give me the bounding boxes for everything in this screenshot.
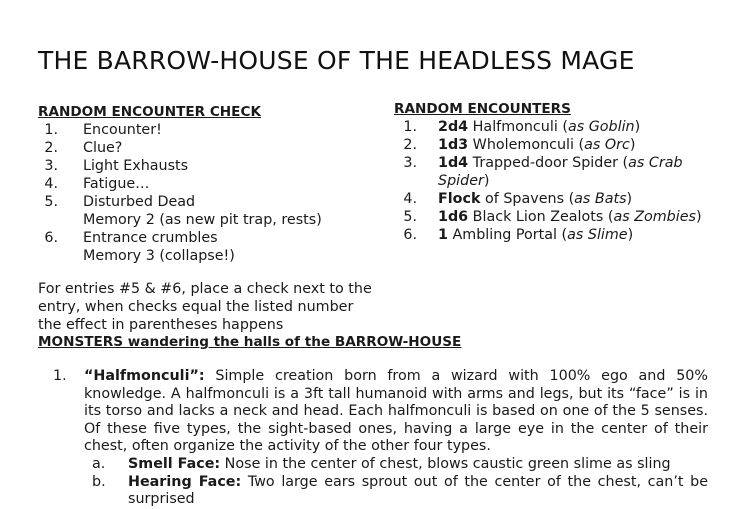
- encounter-name: Halfmonculi (: [468, 119, 568, 135]
- list-number: 5.: [44, 194, 58, 210]
- encounter-dice: 1d4: [438, 155, 469, 171]
- list-item: [394, 118, 714, 136]
- list-number: 6.: [403, 227, 417, 243]
- list-text: Light Exhausts: [83, 158, 189, 174]
- encounter-dice: Flock: [438, 191, 481, 207]
- monster-name: “Halfmonculi”:: [84, 368, 205, 384]
- list-item: [394, 190, 714, 208]
- monsters-section: [38, 368, 708, 509]
- subitem-text: Two large ears sprout out of the center of the chest, can’t be surprised: [128, 473, 708, 508]
- list-number: 3.: [44, 158, 58, 174]
- list-text: Disturbed Dead: [83, 194, 196, 210]
- subitem-name: Hearing Face:: [128, 473, 242, 490]
- list-extra-text: Memory 3 (collapse!): [83, 248, 235, 264]
- list-item: [38, 193, 378, 229]
- encounter-check-section: [38, 103, 378, 265]
- encounter-dice: 2d4: [438, 119, 469, 135]
- encounter-close: ): [634, 119, 641, 135]
- encounter-check-note: For entries #5 & #6, place a check next to the entry, when checks equal the listed number the effect in parentheses happens: [38, 281, 372, 333]
- list-item: [38, 139, 378, 157]
- list-item: [394, 208, 714, 226]
- encounter-as: as Bats: [574, 191, 627, 207]
- random-encounters-list: [394, 118, 714, 244]
- random-encounters-heading: RANDOM ENCOUNTERS: [394, 101, 571, 117]
- encounter-dice: 1: [438, 227, 448, 243]
- encounter-close: ): [629, 137, 636, 153]
- list-number: 4.: [44, 176, 58, 192]
- encounter-name: Wholemonculi (: [468, 137, 585, 153]
- list-number: 5.: [403, 209, 417, 225]
- monster-subitem: [38, 474, 708, 509]
- encounter-check-heading: RANDOM ENCOUNTER CHECK: [38, 104, 261, 120]
- encounter-close: ): [627, 227, 634, 243]
- monster-subitem: [38, 456, 708, 474]
- page-title: THE BARROW-HOUSE OF THE HEADLESS MAGE: [38, 46, 635, 75]
- encounter-close: ): [626, 191, 633, 207]
- list-item: [38, 175, 378, 193]
- encounter-close: ): [483, 173, 490, 189]
- encounter-as: as Zombies: [613, 209, 696, 225]
- encounter-dice: 1d6: [438, 209, 469, 225]
- random-encounters-section: [394, 100, 714, 244]
- list-number: 2.: [403, 137, 417, 153]
- list-item: [38, 229, 378, 265]
- list-item: [394, 136, 714, 154]
- monsters-heading: MONSTERS wandering the halls of the BARROW-HOUSE: [38, 334, 462, 350]
- encounter-name: Trapped-door Spider (: [468, 155, 629, 171]
- list-extra-text: Memory 2 (as new pit trap, rests): [83, 212, 322, 228]
- list-item: [394, 226, 714, 244]
- encounter-check-list: [38, 121, 378, 265]
- encounter-as: as Orc: [584, 137, 630, 153]
- list-item: [38, 121, 378, 139]
- encounter-as: as Crab Spider: [438, 155, 683, 189]
- list-item: [394, 154, 714, 190]
- list-text: Entrance crumbles: [83, 230, 218, 246]
- list-number: 6.: [44, 230, 58, 246]
- list-item: [38, 157, 378, 175]
- subitem-name: Smell Face:: [128, 455, 221, 472]
- list-number: 1.: [403, 119, 417, 135]
- monster-description: Simple creation born from a wizard with 100% ego and 50% knowledge. A halfmonculi is a 3ft tall humanoid with arms and legs, but its “face” is in its torso and lacks a neck and head. Each halfmonculi is based on one of the 5 senses. Of these five types, the sight-based ones, having a large eye in the center of their chest, often organize the activity of the other four types.: [84, 368, 708, 455]
- subitem-text: Nose in the center of chest, blows caustic green slime as sling: [220, 455, 671, 472]
- monster-number: 1.: [53, 368, 67, 384]
- list-number: 2.: [44, 140, 58, 156]
- encounter-as: as Slime: [567, 227, 628, 243]
- list-number: 3.: [403, 155, 417, 171]
- encounter-name: Black Lion Zealots (: [468, 209, 614, 225]
- list-text: Clue?: [83, 140, 123, 156]
- encounter-dice: 1d3: [438, 137, 469, 153]
- encounter-name: of Spavens (: [480, 191, 575, 207]
- monster-entry: [38, 368, 708, 509]
- list-text: Fatigue…: [83, 176, 150, 192]
- encounter-name: Ambling Portal (: [447, 227, 568, 243]
- list-number: 1.: [44, 122, 58, 138]
- subitem-letter: b.: [92, 473, 106, 490]
- encounter-close: ): [695, 209, 702, 225]
- subitem-letter: a.: [92, 455, 106, 472]
- list-number: 4.: [403, 191, 417, 207]
- encounter-as: as Goblin: [567, 119, 635, 135]
- list-text: Encounter!: [83, 122, 162, 138]
